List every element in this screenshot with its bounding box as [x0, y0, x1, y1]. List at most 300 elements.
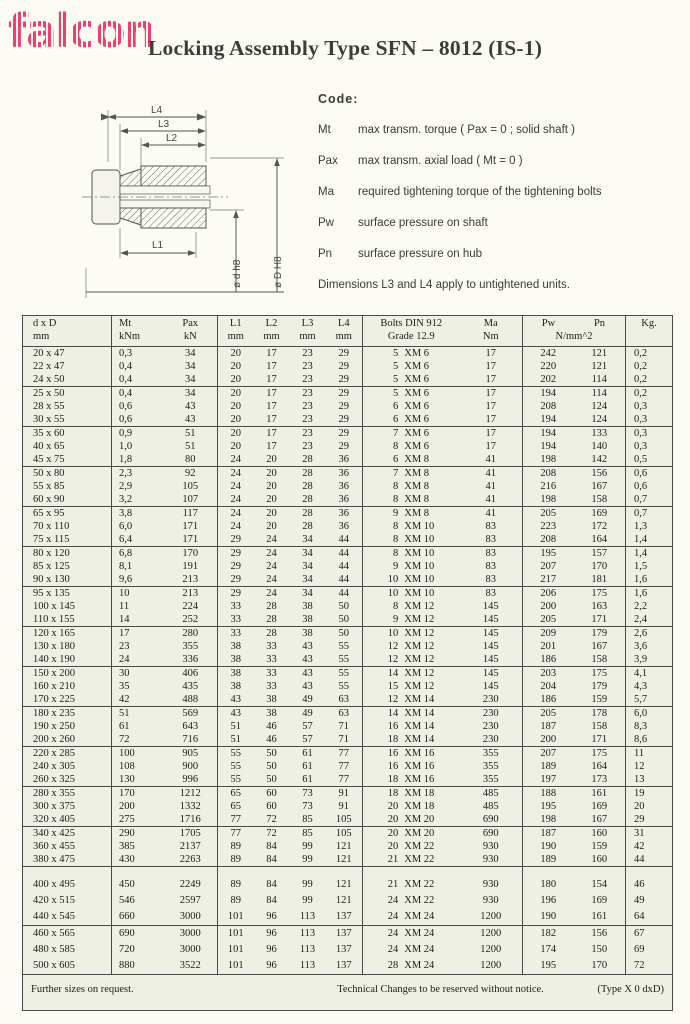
cell: 91	[326, 787, 363, 801]
cell: 20	[230, 441, 241, 452]
cell: 17	[254, 387, 290, 401]
cell: 204	[540, 681, 557, 692]
cell: 20	[634, 801, 645, 812]
cell: 33	[266, 641, 277, 652]
cell: 194	[523, 427, 574, 441]
cell: 49	[302, 694, 313, 705]
bolts-cell: 7 XM 6	[363, 427, 460, 441]
cell: 6,0	[119, 521, 133, 532]
cell: 145	[460, 627, 523, 641]
cell: 156	[574, 467, 626, 481]
cell: 0,6	[119, 414, 133, 425]
cell: 420 x 515	[23, 893, 112, 909]
table-row	[23, 909, 673, 926]
table-row	[23, 800, 673, 813]
cell: 3522	[164, 958, 218, 975]
cell: 36	[326, 467, 363, 481]
cell: 195	[540, 801, 557, 812]
table-row	[23, 787, 673, 801]
cell: 113	[299, 960, 316, 971]
cell: 0,4	[119, 361, 133, 372]
table-row	[23, 400, 673, 413]
table-row	[23, 653, 673, 667]
cell: 170	[112, 787, 164, 801]
cell: 77	[230, 814, 241, 825]
cell: 24	[254, 547, 290, 561]
cell: 643	[164, 720, 218, 733]
bolts-cell: 5 XM 6	[393, 374, 430, 385]
cell: 252	[164, 613, 218, 627]
cell: 220	[540, 361, 557, 372]
cell: 43	[302, 641, 313, 652]
cell: 34	[164, 373, 218, 387]
cell: 2,6	[626, 627, 673, 641]
cell: 28	[302, 521, 313, 532]
cell: 28	[290, 507, 326, 521]
cell: 50	[326, 613, 363, 627]
cell: 55	[230, 761, 241, 772]
cell: 121	[574, 360, 626, 373]
cell: 43	[164, 413, 218, 427]
cell: 11	[119, 601, 130, 612]
cell: 280 x 355	[23, 787, 112, 801]
cell: 114	[574, 373, 626, 387]
cell: 198	[540, 814, 557, 825]
cell: 17	[460, 413, 523, 427]
cell: 187	[540, 721, 557, 732]
cell: 29	[326, 413, 363, 427]
cell: 33	[230, 614, 241, 625]
dim-label-l2: L2	[166, 133, 178, 144]
cell: 0,4	[112, 387, 164, 401]
cell: 930	[460, 853, 523, 867]
cell: 720	[119, 944, 135, 955]
assembly-drawing	[78, 100, 314, 305]
cell: 17	[460, 427, 523, 441]
cell: 28	[302, 481, 313, 492]
cell: 17	[266, 361, 277, 372]
code-symbol: Mt	[318, 124, 331, 136]
cell: 42	[634, 841, 645, 852]
cell: 220 x 285	[23, 747, 112, 761]
cell: 29	[326, 347, 363, 361]
cell: 170 x 225	[23, 693, 112, 707]
cell: 44	[326, 547, 363, 561]
table-row	[23, 707, 673, 721]
cell: 690	[112, 926, 164, 943]
bolts-cell: 18 XM 16	[387, 774, 435, 785]
table-row	[23, 958, 673, 975]
cell: 28	[266, 614, 277, 625]
table-row	[23, 480, 673, 493]
cell: 55	[326, 680, 363, 693]
cell: 38	[230, 641, 241, 652]
cell: 96	[266, 960, 277, 971]
bolts-cell: 8 XM 6	[393, 441, 430, 452]
bolts-cell: 8 XM 8	[393, 481, 430, 492]
cell: 171	[574, 613, 626, 627]
cell: 208	[523, 467, 574, 481]
cell: 355	[460, 747, 523, 761]
cell: 140 x 190	[23, 653, 112, 667]
table-row	[23, 507, 673, 521]
cell: 167	[574, 640, 626, 653]
cell: 20	[254, 467, 290, 481]
cell: 208	[540, 534, 557, 545]
cell: 336	[164, 653, 218, 667]
cell: 50	[266, 774, 277, 785]
cell: 3000	[164, 942, 218, 958]
cell: 113	[290, 926, 326, 943]
cell: 17	[254, 427, 290, 441]
cell: 930	[460, 867, 523, 894]
bolts-cell: 5 XM 6	[363, 387, 460, 401]
cell: 30	[112, 667, 164, 681]
cell: 8,1	[119, 561, 133, 572]
cell: 0,6	[119, 401, 133, 412]
code-item-pn	[318, 248, 684, 260]
cell: 450	[112, 867, 164, 894]
cell: 110 x 155	[23, 613, 112, 627]
cell: 29	[634, 814, 645, 825]
cell: 51	[164, 427, 218, 441]
cell: 29	[326, 427, 363, 441]
cell: 77	[218, 827, 254, 841]
table-row	[23, 440, 673, 453]
bolts-cell: 20 XM 22	[387, 841, 435, 852]
cell: 145	[460, 600, 523, 613]
cell: 19	[626, 787, 673, 801]
cell: 240 x 305	[23, 760, 112, 773]
cell: 38	[230, 681, 241, 692]
cell: 50	[326, 600, 363, 613]
cell: 29	[326, 373, 363, 387]
cell: 91	[326, 800, 363, 813]
bolts-cell: 7 XM 8	[363, 467, 460, 481]
cell: 83	[460, 533, 523, 547]
cell: 20	[266, 454, 277, 465]
cell: 28	[266, 601, 277, 612]
cell: 2137	[164, 840, 218, 853]
cell: 380 x 475	[23, 853, 112, 867]
cell: 355	[460, 760, 523, 773]
cell: 0,2	[634, 361, 648, 372]
cell: 167	[574, 480, 626, 493]
cell: 65	[218, 787, 254, 801]
cell: 34	[290, 547, 326, 561]
cell: 92	[164, 467, 218, 481]
cell: 23	[302, 348, 313, 359]
cell: 3,2	[119, 494, 133, 505]
cell: 99	[302, 841, 313, 852]
cell: 179	[574, 680, 626, 693]
cell: 230	[460, 707, 523, 721]
cell: 6,0	[626, 707, 673, 721]
bolts-cell: 24 XM 22	[387, 895, 435, 906]
cell: 38	[290, 627, 326, 641]
cell: 34	[164, 360, 218, 373]
cell: 55	[218, 747, 254, 761]
bolts-cell: 8 XM 10	[363, 547, 460, 561]
cell: 23	[290, 427, 326, 441]
cell: 33	[230, 601, 241, 612]
bolts-cell: 20 XM 20	[387, 814, 435, 825]
cell: 0,3	[626, 427, 673, 441]
cell: 186	[540, 694, 557, 705]
cell: 85	[290, 827, 326, 841]
cell: 320 x 405	[23, 813, 112, 827]
cell: 181	[574, 573, 626, 587]
cell: 36	[326, 520, 363, 533]
cell: 20	[230, 401, 241, 412]
cell: 96	[254, 926, 290, 943]
cell: 930	[460, 840, 523, 853]
cell: 96	[266, 944, 277, 955]
cell: 113	[299, 944, 316, 955]
cell: 24	[119, 654, 130, 665]
code-desc: max transm. axial load ( Mt = 0 )	[358, 155, 523, 167]
col-header-ma: Ma Nm	[460, 316, 523, 347]
cell: 61	[290, 747, 326, 761]
cell: 1,5	[634, 561, 648, 572]
cell: 156	[574, 926, 626, 943]
table-row	[23, 347, 673, 361]
table-row	[23, 747, 673, 761]
cell: 360 x 455	[23, 840, 112, 853]
cell: 145	[460, 613, 523, 627]
cell: 180 x 235	[23, 707, 112, 721]
cell: 187	[523, 827, 574, 841]
cell: 198	[540, 454, 557, 465]
cell: 121	[326, 893, 363, 909]
bolts-cell: 6 XM 8	[393, 454, 430, 465]
cell: 44	[326, 587, 363, 601]
cell: 435	[164, 680, 218, 693]
table-row	[23, 827, 673, 841]
cell: 137	[326, 926, 363, 943]
cell: 20 x 47	[23, 347, 112, 361]
cell: 89	[230, 841, 241, 852]
footer-notice: Technical Changes to be reserved without notice.	[337, 984, 544, 995]
cell: 105	[326, 813, 363, 827]
cell: 400 x 495	[23, 867, 112, 894]
cell: 24	[266, 574, 277, 585]
table-row	[23, 942, 673, 958]
cell: 260 x 325	[23, 773, 112, 787]
cell: 2,3	[112, 467, 164, 481]
cell: 930	[460, 893, 523, 909]
table-row	[23, 387, 673, 401]
bolts-cell: 5 XM 6	[393, 361, 430, 372]
col-header-l4: L4 mm	[326, 316, 363, 347]
table-footer-row	[23, 975, 673, 1011]
cell: 29	[326, 387, 363, 401]
cell: 200 x 260	[23, 733, 112, 747]
cell: 1,6	[626, 587, 673, 601]
dim-label-od-big: ø D H8	[273, 256, 284, 288]
cell: 121	[574, 347, 626, 361]
cell: 191	[164, 560, 218, 573]
cell: 200	[119, 801, 135, 812]
table-row	[23, 453, 673, 467]
cell: 130	[119, 774, 135, 785]
table-row	[23, 773, 673, 787]
cell: 170	[574, 560, 626, 573]
cell: 242	[540, 348, 557, 359]
cell: 174	[540, 944, 557, 955]
cell: 164	[574, 760, 626, 773]
bolts-cell: 24 XM 24	[363, 926, 460, 943]
cell: 194	[540, 441, 557, 452]
cell: 195	[540, 960, 557, 971]
cell: 430	[119, 854, 135, 865]
table-row	[23, 493, 673, 507]
cell: 51	[230, 734, 241, 745]
table-row	[23, 613, 673, 627]
table-row	[23, 853, 673, 867]
cell: 160	[574, 853, 626, 867]
cell: 17	[266, 414, 277, 425]
bolts-cell: 10 XM 12	[363, 627, 460, 641]
cell: 99	[302, 854, 313, 865]
cell: 17	[266, 374, 277, 385]
cell: 33	[266, 681, 277, 692]
table-row	[23, 547, 673, 561]
code-item-pw	[318, 217, 684, 229]
falcon-logo: falcon	[8, 4, 155, 58]
cell: 163	[574, 600, 626, 613]
table-row	[23, 533, 673, 547]
bolts-cell: 6 XM 6	[393, 414, 430, 425]
cell: 0,3	[634, 414, 648, 425]
cell: 200	[540, 734, 557, 745]
col-header-mt: Mt kNm	[112, 316, 164, 347]
cell: 50	[254, 747, 290, 761]
cell: 569	[164, 707, 218, 721]
table-row	[23, 560, 673, 573]
cell: 65	[230, 801, 241, 812]
cell: 43	[302, 654, 313, 665]
code-heading: Code:	[318, 92, 359, 106]
cell: 29	[326, 360, 363, 373]
cell: 17	[266, 441, 277, 452]
cell: 17	[460, 387, 523, 401]
cell: 223	[540, 521, 557, 532]
dim-label-od-small: ø d h8	[232, 259, 243, 288]
cell: 1,4	[634, 534, 648, 545]
bolts-cell: 16 XM 16	[387, 761, 435, 772]
cell: 85	[302, 814, 313, 825]
cell: 43	[302, 681, 313, 692]
cell: 20	[230, 361, 241, 372]
cell: 72	[266, 814, 277, 825]
cell: 175	[574, 587, 626, 601]
cell: 24	[230, 454, 241, 465]
table-row	[23, 893, 673, 909]
bolts-cell: 18 XM 14	[387, 734, 435, 745]
cell: 1,8	[119, 454, 133, 465]
cell: 169	[574, 893, 626, 909]
col-header-bolts: Bolts DIN 912 Grade 12.9	[363, 316, 460, 347]
bolts-cell: 20 XM 18	[387, 801, 435, 812]
cell: 167	[574, 813, 626, 827]
cell: 6,8	[112, 547, 164, 561]
cell: 175	[574, 667, 626, 681]
cell: 9,6	[119, 574, 133, 585]
cell: 42	[119, 694, 130, 705]
cell: 24	[254, 587, 290, 601]
cell: 105	[164, 480, 218, 493]
cell: 44	[326, 560, 363, 573]
cell: 2249	[164, 867, 218, 894]
cell: 355	[460, 773, 523, 787]
bolts-cell: 28 XM 24	[387, 960, 435, 971]
cell: 160	[574, 827, 626, 841]
col-header-kg: Kg.	[626, 316, 673, 347]
table-row	[23, 926, 673, 943]
cell: 206	[523, 587, 574, 601]
code-desc: surface pressure on shaft	[358, 217, 488, 229]
cell: 33	[266, 654, 277, 665]
cell: 84	[266, 854, 277, 865]
cell: 150	[574, 942, 626, 958]
cell: 0,3	[119, 348, 133, 359]
cell: 41	[460, 453, 523, 467]
cell: 36	[326, 480, 363, 493]
cell: 145	[460, 680, 523, 693]
cell: 80	[164, 453, 218, 467]
cell: 0,2	[626, 387, 673, 401]
cell: 38	[266, 694, 277, 705]
table-row	[23, 840, 673, 853]
cell: 230	[460, 733, 523, 747]
cell: 38	[302, 614, 313, 625]
cell: 90 x 130	[23, 573, 112, 587]
cell: 71	[326, 720, 363, 733]
cell: 51	[230, 721, 241, 732]
cell: 217	[540, 574, 557, 585]
cell: 24	[230, 494, 241, 505]
table-row	[23, 733, 673, 747]
cell: 22 x 47	[23, 360, 112, 373]
cell: 12	[634, 761, 645, 772]
cell: 164	[574, 533, 626, 547]
cell: 24	[218, 467, 254, 481]
cell: 28	[254, 627, 290, 641]
cell: 996	[164, 773, 218, 787]
cell: 28	[290, 467, 326, 481]
cell: 175	[574, 747, 626, 761]
cell: 20	[230, 348, 241, 359]
cell: 17	[460, 373, 523, 387]
cell: 33	[254, 667, 290, 681]
table-row	[23, 360, 673, 373]
cell: 275	[119, 814, 135, 825]
cell: 1716	[164, 813, 218, 827]
cell: 0,6	[634, 481, 648, 492]
cell: 0,6	[626, 467, 673, 481]
cell: 3000	[164, 909, 218, 926]
bolts-cell: 9 XM 8	[363, 507, 460, 521]
bolts-cell: 12 XM 12	[387, 641, 435, 652]
cell: 46	[626, 867, 673, 894]
cell: 145	[460, 653, 523, 667]
cell: 1200	[460, 958, 523, 975]
cell: 121	[326, 840, 363, 853]
bolts-cell: 8 XM 8	[393, 494, 430, 505]
cell: 1,4	[626, 547, 673, 561]
cell: 150 x 200	[23, 667, 112, 681]
